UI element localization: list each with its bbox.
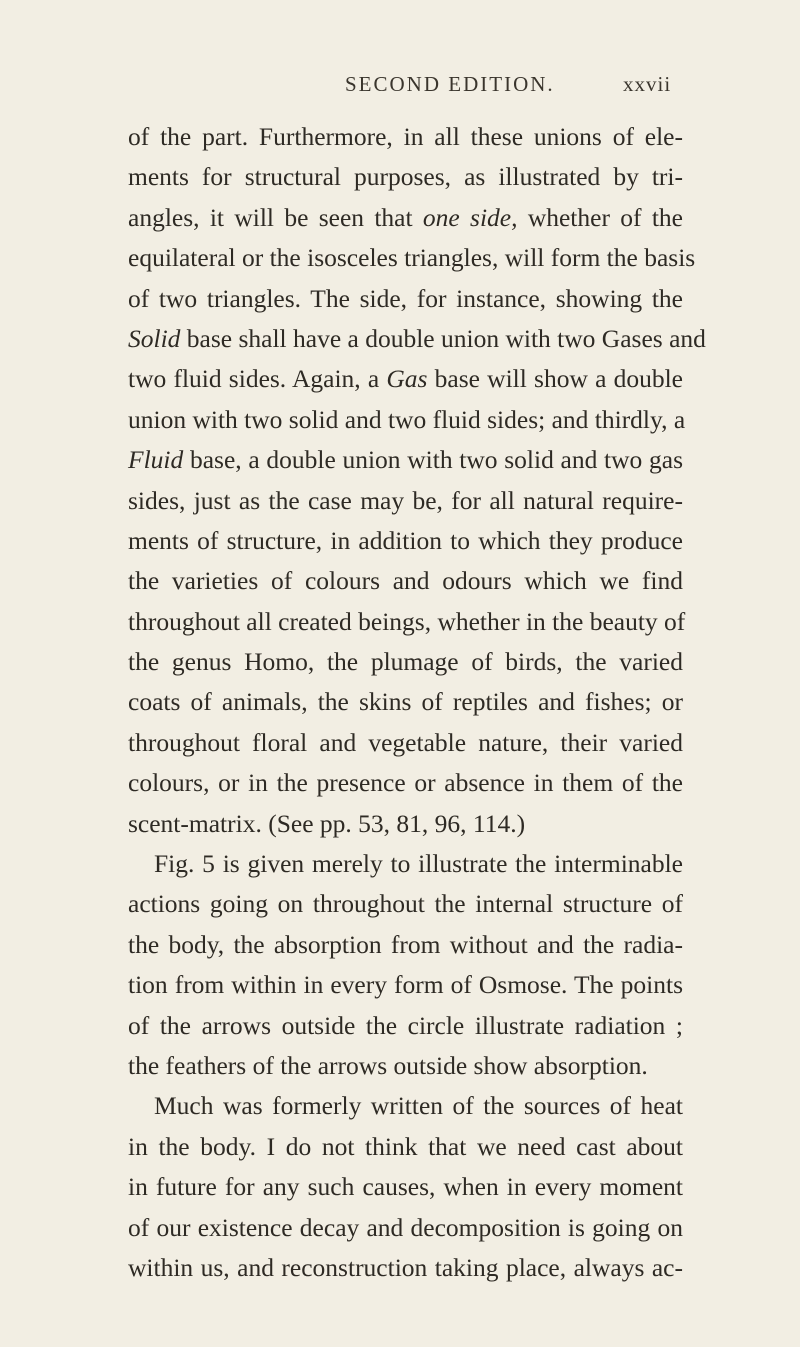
text-line: the varieties of colours and odours which we find <box>128 566 683 596</box>
text-line: scent-matrix. (See pp. 53, 81, 96, 114.) <box>128 808 526 838</box>
text-line: ments for structural purposes, as illustrated by tri- <box>128 162 683 192</box>
italic-word: Solid <box>128 323 181 353</box>
body-text <box>128 117 706 1288</box>
text-line: angles, it will be seen that one side, whether of the <box>128 202 683 232</box>
text-line: Much was formerly written of the sources of heat <box>154 1091 683 1121</box>
text-line: of the arrows outside the circle illustrate radiation ; <box>128 1010 683 1040</box>
text-line: in the body. I do not think that we need cast about <box>128 1131 683 1161</box>
text-line: actions going on throughout the internal structure of <box>128 889 683 919</box>
text-line: of two triangles. The side, for instance, showing the <box>128 283 683 313</box>
text-line: colours, or in the presence or absence in them of the <box>128 768 683 798</box>
text-line: Fluid base, a double union with two solid and two gas <box>128 445 683 475</box>
italic-word: Fluid <box>128 445 184 475</box>
text-line: tion from within in every form of Osmose. The points <box>128 970 683 1000</box>
text-line: throughout floral and vegetable nature, their varied <box>128 727 683 757</box>
text-line: throughout all created beings, whether in the beauty of <box>128 606 686 636</box>
text-line: Fig. 5 is given merely to illustrate the interminable <box>154 849 683 879</box>
text-line: Solid base shall have a double union with two Gases and <box>128 323 706 353</box>
text-line: the feathers of the arrows outside show absorption. <box>128 1050 648 1080</box>
text-line: union with two solid and two fluid sides; and thirdly, a <box>128 404 686 434</box>
text-line: ments of structure, in addition to which they produce <box>128 525 683 555</box>
page-header <box>0 72 800 104</box>
text-line: the genus Homo, the plumage of birds, the varied <box>128 647 683 677</box>
italic-word: Gas <box>386 364 428 394</box>
page-number: xxvii <box>623 72 672 96</box>
running-head: SECOND EDITION. <box>345 72 555 96</box>
text-line: two fluid sides. Again, a Gas base will show a double <box>128 364 683 394</box>
text-line: coats of animals, the skins of reptiles and fishes; or <box>128 687 683 717</box>
text-line: of the part. Furthermore, in all these unions of ele- <box>128 122 683 151</box>
text-line: within us, and reconstruction taking place, always ac- <box>128 1252 683 1282</box>
text-line: the body, the absorption from without and the radia- <box>128 929 683 959</box>
italic-phrase: one side, <box>422 202 518 232</box>
text-line: in future for any such causes, when in every moment <box>128 1172 683 1202</box>
text-line: of our existence decay and decomposition is going on <box>128 1212 683 1242</box>
text-line: equilateral or the isosceles triangles, will form the basis <box>128 243 696 273</box>
text-line: sides, just as the case may be, for all natural require- <box>128 485 683 515</box>
